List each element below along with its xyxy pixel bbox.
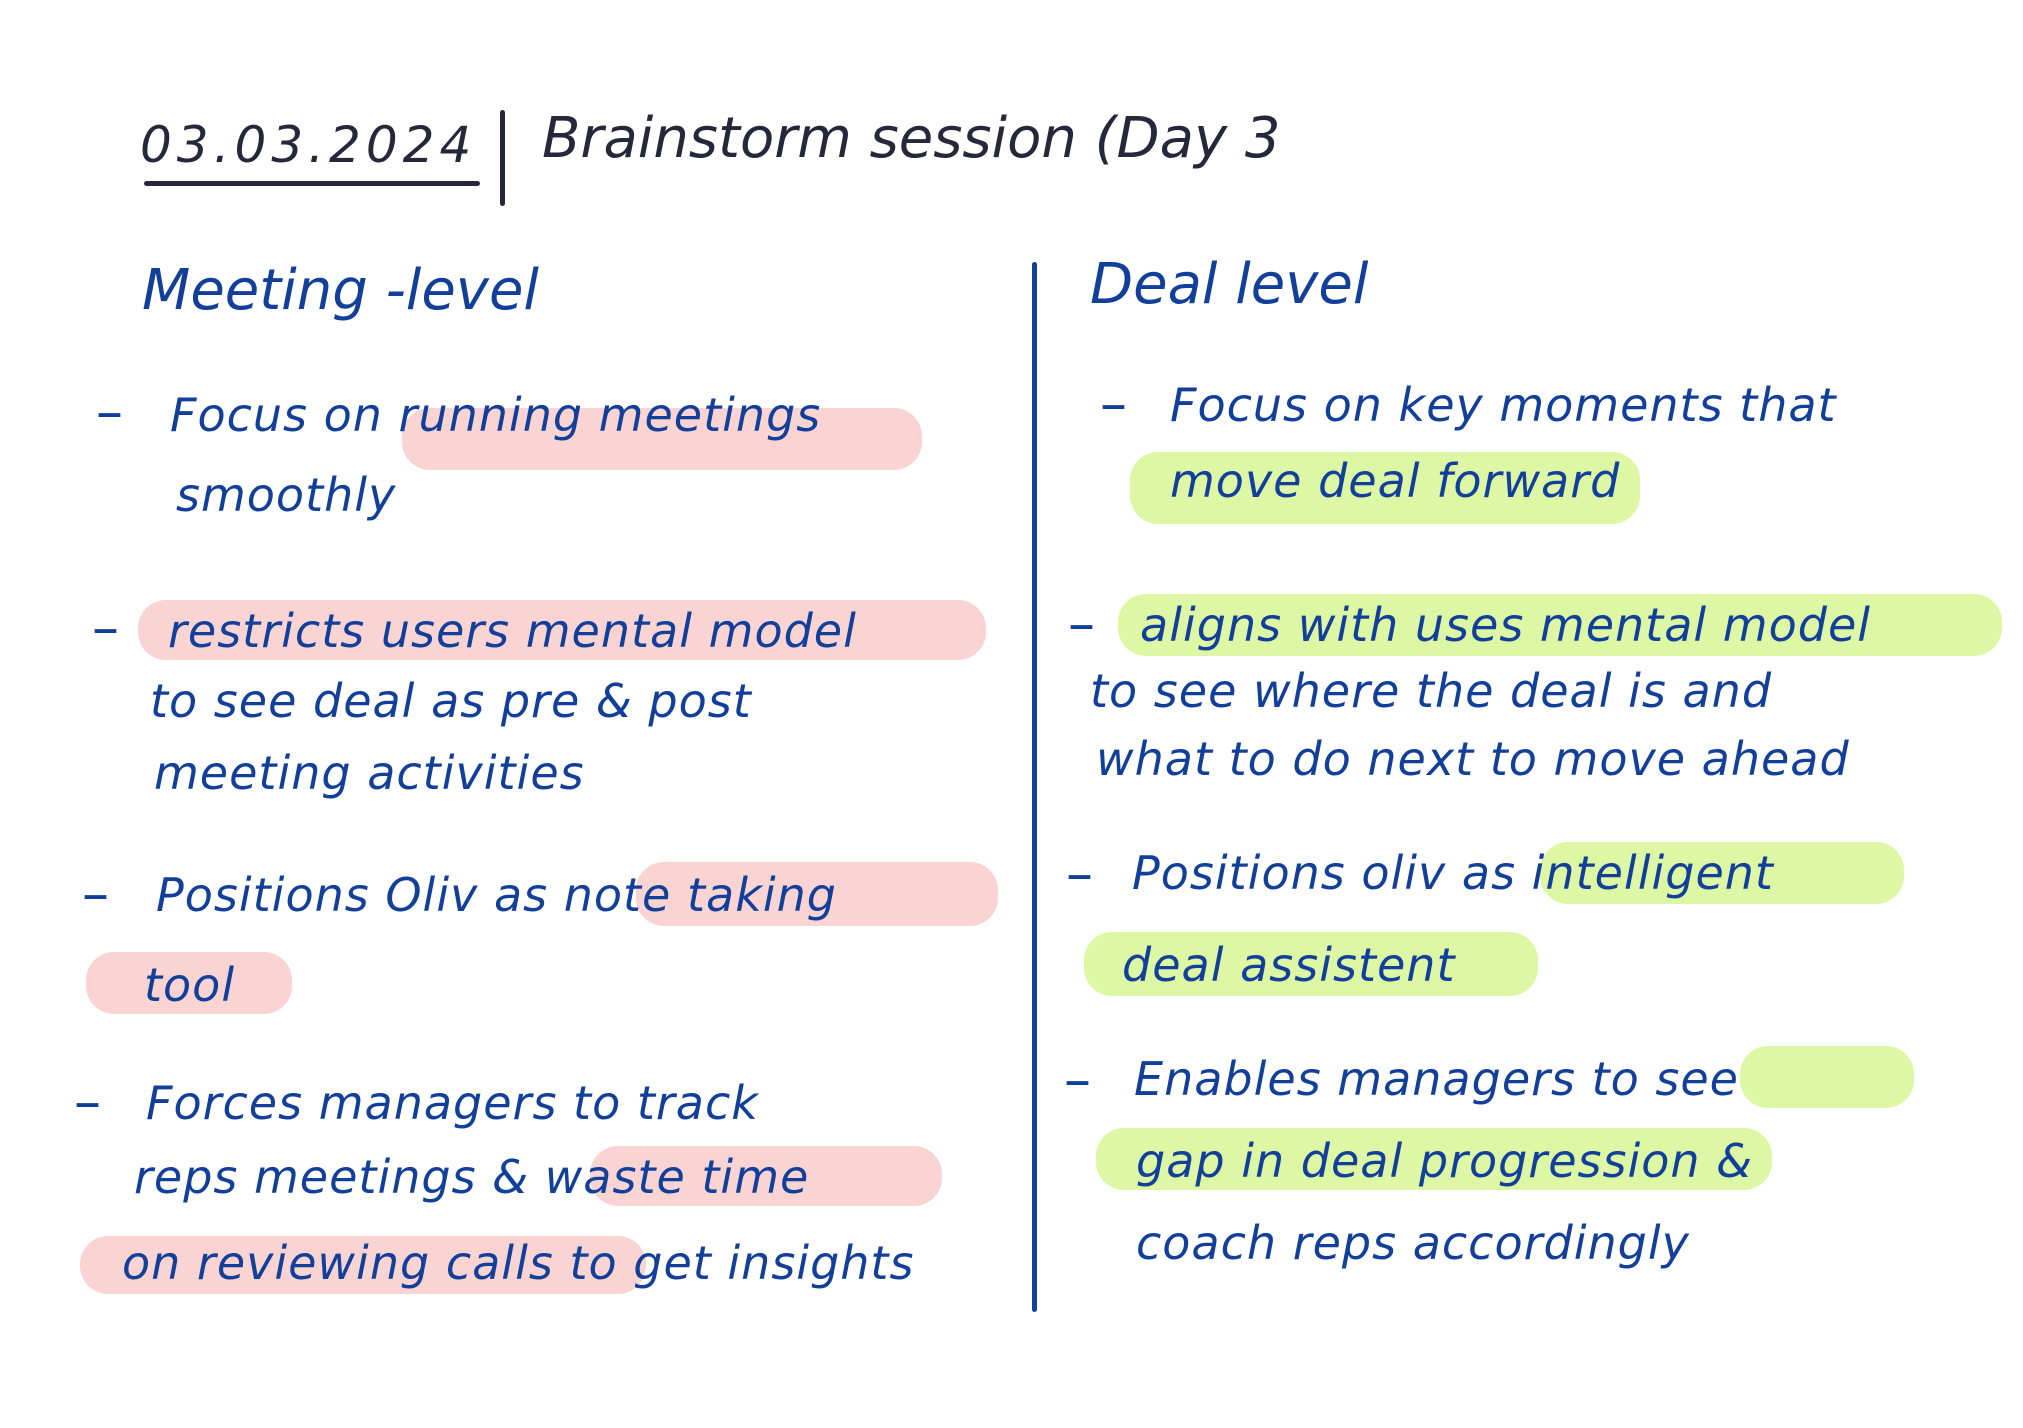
- point-line: aligns with uses mental model: [1140, 598, 1872, 652]
- point-line: Enables managers to see: [1134, 1052, 1739, 1106]
- point-line: smoothly: [176, 468, 397, 522]
- header-divider: [500, 110, 505, 206]
- point-line: Forces managers to track: [146, 1076, 759, 1130]
- date-underline: [144, 181, 480, 186]
- meeting-level-heading: Meeting -level: [142, 258, 539, 323]
- point-line: meeting activities: [154, 746, 585, 800]
- note-date: 03.03.2024: [140, 116, 477, 174]
- point-line: Positions Oliv as note taking: [156, 868, 837, 922]
- point-line: what to do next to move ahead: [1096, 732, 1850, 786]
- bullet-dash: –: [82, 862, 109, 925]
- point-line: to see where the deal is and: [1090, 664, 1773, 718]
- bullet-dash: –: [92, 596, 119, 659]
- point-line: Focus on key moments that: [1170, 378, 1837, 432]
- point-line: on reviewing calls to get insights: [122, 1236, 915, 1290]
- bullet-dash: –: [1066, 842, 1093, 905]
- point-line: move deal forward: [1170, 454, 1621, 508]
- point-line: to see deal as pre & post: [150, 674, 752, 728]
- point-line: restricts users mental model: [168, 604, 857, 658]
- bullet-dash: –: [96, 380, 123, 443]
- bullet-dash: –: [1068, 592, 1095, 655]
- note-title: Brainstorm session (Day 3: [542, 106, 1281, 171]
- point-line: gap in deal progression &: [1136, 1134, 1754, 1188]
- point-line: reps meetings & waste time: [134, 1150, 810, 1204]
- point-line: Positions oliv as intelligent: [1132, 846, 1774, 900]
- point-line: coach reps accordingly: [1136, 1216, 1690, 1270]
- point-line: Focus on running meetings: [170, 388, 822, 442]
- bullet-dash: –: [74, 1070, 101, 1133]
- highlight-see: [1740, 1046, 1914, 1108]
- point-line: deal assistent: [1122, 938, 1456, 992]
- bullet-dash: –: [1064, 1048, 1091, 1111]
- point-line: tool: [144, 958, 236, 1012]
- bullet-dash: –: [1100, 372, 1127, 435]
- column-divider: [1032, 262, 1037, 1312]
- deal-level-heading: Deal level: [1090, 252, 1369, 317]
